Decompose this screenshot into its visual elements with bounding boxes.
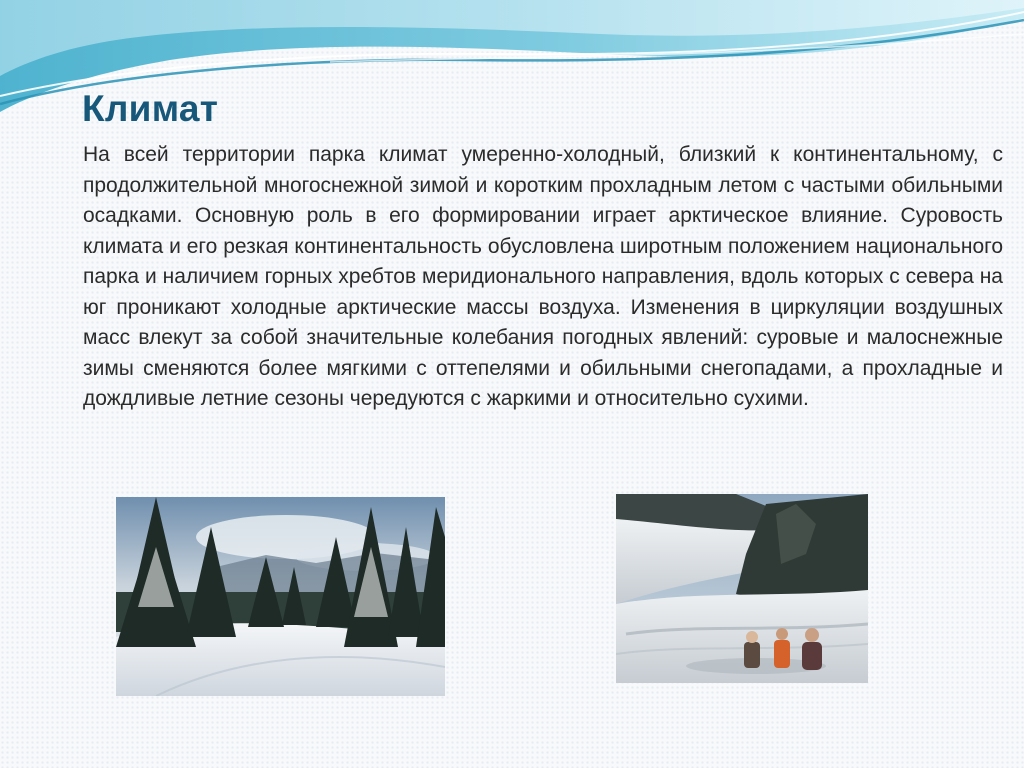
winter-forest-photo — [116, 497, 445, 696]
snowfield-hikers-photo — [616, 494, 868, 683]
slide-title: Климат — [82, 88, 219, 129]
climate-paragraph: На всей территории парка климат умеренно-холодный, близкий к континентальному, с продолжительной многоснежной зимой и коротким прохладным летом с частыми обильными осадками. Основную роль в его формировании играет арктическое влияние. Суровость климата и его резкая континентальность обусловлена широтным положением национального парка и наличием горных хребтов меридионального направления, вдоль которых с севера на юг проникают холодные арктические массы воздуха. Изменения в циркуляции воздушных масс влекут за собой значительные колебания погодных явлений: суровые и малоснежные зимы сменяются более мягкими с оттепелями и обильными снегопадами, а прохладные и дождливые летние сезоны чередуются с жаркими и относительно сухими. — [83, 143, 1003, 410]
